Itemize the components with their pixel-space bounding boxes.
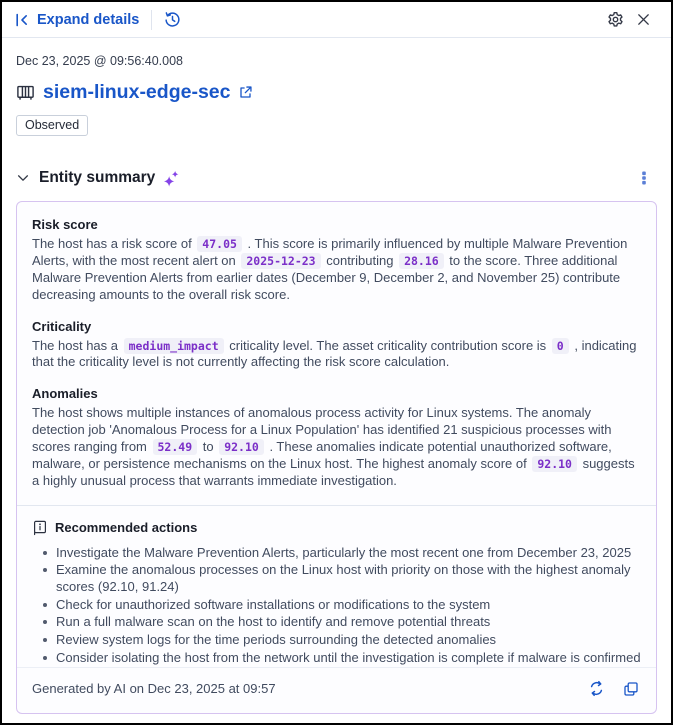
inline-code-value: 0: [552, 338, 569, 354]
recommended-action-item: Consider isolating the host from the network until the investigation is complete if malware is confirmed: [56, 649, 641, 665]
section-paragraph: The host has a medium_impact criticality level. The asset criticality contribution score is 0 , indicating that the criticality level is not currently affecting the risk score calculation.: [32, 337, 637, 370]
ai-panel-footer: [17, 667, 656, 709]
chevron-down-icon: [16, 171, 30, 185]
copy-icon[interactable]: [621, 679, 641, 699]
summary-sections: [32, 217, 641, 490]
expand-details-label: Expand details: [37, 11, 140, 28]
panel-divider: [17, 505, 656, 506]
header-divider: [151, 10, 152, 30]
inline-code-value: medium_impact: [124, 338, 224, 354]
generated-by-text: Generated by AI on Dec 23, 2025 at 09:57: [32, 681, 276, 697]
ai-summary-panel: [16, 201, 657, 714]
entity-summary-title: Entity summary: [39, 169, 156, 186]
recommended-actions-title: Recommended actions: [55, 520, 198, 536]
recommended-action-item: Review system logs for the time periods surrounding the detected anomalies: [56, 632, 641, 649]
recommended-actions-header: [32, 520, 641, 536]
section-paragraph: The host shows multiple instances of anomalous process activity for Linux systems. The anomaly detection job 'Anomalous Process for a Linux Population' has identified 21 suspicious processes with scores ranging from 52.49 to 92.10 . These anomalies indicate potential unauthorized software, malware, or persistence mechanisms on the Linux host. The highest anomaly score of 92.10 suggests a highly unusual process that warrants immediate investigation.: [32, 405, 635, 488]
popout-icon: [238, 85, 253, 100]
flyout-content: [2, 38, 671, 714]
section-heading: Criticality: [32, 318, 92, 334]
recommended-action-item: Run a full malware scan on the host to identify and remove potential threats: [56, 614, 641, 631]
inline-code-value: 47.05: [197, 236, 242, 252]
entity-summary-header: [16, 168, 657, 188]
storage-host-icon: [16, 83, 35, 102]
recommended-action-item: Investigate the Malware Prevention Alerts, particularly the most recent one from December 23, 2025: [56, 545, 641, 562]
footer-actions: [586, 678, 641, 699]
entity-name-link[interactable]: [43, 81, 253, 104]
observed-badge: Observed: [16, 115, 88, 136]
recommended-actions-list: [32, 545, 641, 666]
sparkles-ai-icon: [162, 169, 181, 188]
inline-code-value: 52.49: [153, 439, 198, 455]
event-timestamp: Dec 23, 2025 @ 09:56:40.008: [16, 54, 183, 68]
inline-code-value: 92.10: [532, 456, 577, 472]
entity-name: siem-linux-edge-sec: [43, 81, 231, 103]
close-icon[interactable]: [630, 8, 657, 31]
documentation-icon: [32, 520, 48, 536]
entity-summary-toggle[interactable]: [16, 169, 155, 187]
entity-title-row: [16, 81, 657, 104]
arrow-to-left-icon: [14, 12, 30, 28]
inline-code-value: 28.16: [399, 253, 444, 269]
section-heading: Risk score: [32, 217, 98, 232]
history-icon[interactable]: [164, 11, 181, 28]
expand-details-button[interactable]: [14, 12, 139, 28]
flyout-header: [2, 2, 671, 38]
inline-code-value: 92.10: [219, 439, 264, 455]
recommended-action-item: Examine the anomalous processes on the Linux host with priority on those with the highest anomaly scores (92.10, 91.24): [56, 562, 641, 595]
more-actions-icon[interactable]: [631, 168, 657, 188]
recommended-action-item: Check for unauthorized software installations or modifications to the system: [56, 597, 641, 614]
settings-gear-icon[interactable]: [601, 7, 630, 32]
regenerate-icon[interactable]: [586, 678, 607, 699]
inline-code-value: 2025-12-23: [241, 253, 320, 269]
section-paragraph: The host has a risk score of 47.05 . This score is primarily influenced by multiple Malware Prevention Alerts, with the most recent alert on 2025-12-23 contributing 28.16 to the score. Three additional Malware Prevention Alerts from earlier dates (December 9, December 2, and November 25) contribute decreasing amounts to the overall risk score.: [32, 236, 628, 302]
section-heading: Anomalies: [32, 386, 98, 402]
